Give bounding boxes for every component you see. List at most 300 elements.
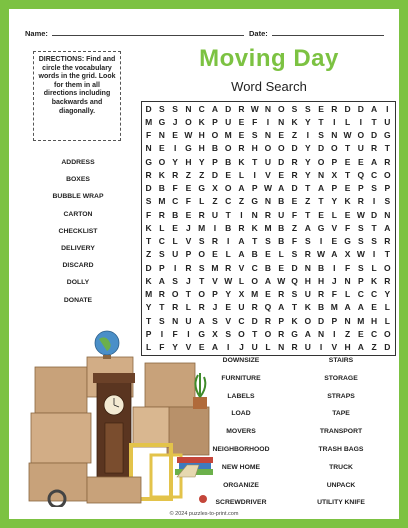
grid-letter[interactable]: S xyxy=(225,328,232,339)
grid-letter[interactable]: N xyxy=(344,275,351,286)
grid-letter[interactable]: O xyxy=(198,249,205,260)
grid-letter[interactable]: M xyxy=(145,116,153,127)
grid-letter[interactable]: B xyxy=(251,249,258,260)
grid-letter[interactable]: L xyxy=(331,209,337,220)
grid-letter[interactable]: N xyxy=(331,130,338,141)
grid-letter[interactable]: K xyxy=(304,302,311,313)
grid-letter[interactable]: P xyxy=(212,116,218,127)
grid-letter[interactable]: U xyxy=(357,143,364,154)
grid-letter[interactable]: P xyxy=(278,315,285,326)
grid-letter[interactable]: L xyxy=(265,342,271,353)
grid-letter[interactable]: G xyxy=(198,328,205,339)
grid-letter[interactable]: O xyxy=(384,262,391,273)
grid-letter[interactable]: S xyxy=(291,103,298,114)
grid-letter[interactable]: S xyxy=(251,130,258,141)
grid-letter[interactable]: X xyxy=(212,328,218,339)
grid-letter[interactable]: Z xyxy=(238,196,245,207)
grid-letter[interactable]: J xyxy=(186,222,191,233)
grid-letter[interactable]: U xyxy=(185,315,192,326)
grid-letter[interactable]: Y xyxy=(172,156,178,167)
grid-letter[interactable]: K xyxy=(238,156,245,167)
grid-letter[interactable]: I xyxy=(359,116,363,127)
grid-letter[interactable]: J xyxy=(212,302,218,313)
grid-letter[interactable]: L xyxy=(344,116,351,127)
grid-letter[interactable]: E xyxy=(318,103,324,114)
grid-letter[interactable]: Q xyxy=(291,275,298,286)
grid-letter[interactable]: D xyxy=(211,169,218,180)
grid-letter[interactable]: G xyxy=(317,222,325,233)
grid-letter[interactable]: N xyxy=(251,209,258,220)
grid-letter[interactable]: E xyxy=(225,302,232,313)
grid-letter[interactable]: V xyxy=(212,275,218,286)
grid-letter[interactable]: W xyxy=(263,183,272,194)
grid-letter[interactable]: I xyxy=(240,209,243,220)
grid-letter[interactable]: L xyxy=(199,196,205,207)
grid-letter[interactable]: I xyxy=(319,236,323,247)
grid-letter[interactable]: B xyxy=(158,183,165,194)
grid-letter[interactable]: A xyxy=(211,103,218,114)
grid-letter[interactable]: B xyxy=(278,236,285,247)
grid-letter[interactable]: D xyxy=(317,315,325,326)
grid-letter[interactable]: S xyxy=(159,315,165,326)
grid-letter[interactable]: T xyxy=(252,236,258,247)
grid-letter[interactable]: A xyxy=(198,315,205,326)
grid-letter[interactable]: T xyxy=(344,143,351,154)
grid-letter[interactable]: O xyxy=(224,143,232,154)
grid-letter[interactable]: W xyxy=(343,130,352,141)
grid-letter[interactable]: V xyxy=(185,342,192,353)
grid-letter[interactable]: Y xyxy=(331,196,338,207)
grid-letter[interactable]: K xyxy=(291,315,298,326)
grid-letter[interactable]: S xyxy=(172,275,178,286)
grid-letter[interactable]: I xyxy=(333,262,336,273)
grid-letter[interactable]: E xyxy=(278,262,285,273)
grid-letter[interactable]: R xyxy=(384,156,391,167)
grid-letter[interactable]: R xyxy=(384,236,391,247)
grid-letter[interactable]: I xyxy=(187,328,190,339)
grid-letter[interactable]: R xyxy=(238,222,245,233)
grid-letter[interactable]: N xyxy=(317,169,325,180)
grid-letter[interactable]: D xyxy=(291,262,298,273)
grid-letter[interactable]: I xyxy=(160,328,164,339)
grid-letter[interactable]: O xyxy=(251,275,259,286)
grid-letter[interactable]: S xyxy=(159,103,165,114)
grid-letter[interactable]: B xyxy=(278,222,285,233)
grid-letter[interactable]: O xyxy=(317,156,325,167)
grid-letter[interactable]: U xyxy=(225,116,232,127)
grid-letter[interactable]: R xyxy=(371,143,378,154)
grid-letter[interactable]: R xyxy=(225,262,232,273)
grid-letter[interactable]: N xyxy=(278,342,285,353)
grid-letter[interactable]: I xyxy=(173,262,177,273)
grid-letter[interactable]: R xyxy=(158,209,165,220)
grid-letter[interactable]: U xyxy=(211,209,218,220)
grid-letter[interactable]: S xyxy=(384,196,391,207)
grid-letter[interactable]: L xyxy=(146,342,152,353)
grid-letter[interactable]: T xyxy=(305,209,311,220)
grid-letter[interactable]: F xyxy=(146,209,152,220)
grid-letter[interactable]: K xyxy=(145,275,152,286)
grid-letter[interactable]: T xyxy=(318,116,324,127)
grid-letter[interactable]: S xyxy=(318,130,324,141)
grid-letter[interactable]: R xyxy=(291,169,298,180)
grid-letter[interactable]: D xyxy=(357,103,364,114)
grid-letter[interactable]: L xyxy=(238,275,245,286)
grid-letter[interactable]: T xyxy=(344,169,351,180)
grid-letter[interactable]: D xyxy=(225,103,232,114)
grid-letter[interactable]: A xyxy=(238,236,245,247)
grid-letter[interactable]: E xyxy=(238,116,245,127)
grid-letter[interactable]: K xyxy=(145,222,152,233)
grid-letter[interactable]: P xyxy=(384,183,391,194)
grid-letter[interactable]: A xyxy=(238,249,245,260)
grid-letter[interactable]: E xyxy=(225,169,232,180)
grid-letter[interactable]: R xyxy=(264,315,272,326)
grid-letter[interactable]: O xyxy=(198,289,205,300)
grid-letter[interactable]: E xyxy=(172,130,178,141)
grid-letter[interactable]: C xyxy=(172,196,179,207)
grid-letter[interactable]: G xyxy=(291,328,298,339)
grid-letter[interactable]: T xyxy=(291,302,298,313)
grid-letter[interactable]: V xyxy=(185,236,192,247)
grid-letter[interactable]: G xyxy=(145,156,152,167)
grid-letter[interactable]: F xyxy=(159,342,165,353)
grid-letter[interactable]: E xyxy=(318,209,324,220)
grid-letter[interactable]: M xyxy=(198,222,206,233)
grid-letter[interactable]: O xyxy=(277,143,285,154)
grid-letter[interactable]: U xyxy=(238,302,245,313)
grid-letter[interactable]: H xyxy=(198,130,205,141)
grid-letter[interactable]: S xyxy=(172,103,178,114)
grid-letter[interactable]: P xyxy=(212,156,218,167)
grid-letter[interactable]: F xyxy=(172,183,178,194)
grid-letter[interactable]: K xyxy=(198,116,205,127)
grid-letter[interactable]: T xyxy=(252,156,258,167)
grid-letter[interactable]: Z xyxy=(371,342,377,353)
grid-letter[interactable]: O xyxy=(264,328,272,339)
grid-letter[interactable]: K xyxy=(251,222,258,233)
grid-letter[interactable]: P xyxy=(331,315,338,326)
grid-letter[interactable]: Z xyxy=(344,328,351,339)
grid-letter[interactable]: T xyxy=(185,289,191,300)
grid-letter[interactable]: C xyxy=(198,103,205,114)
grid-letter[interactable]: S xyxy=(198,236,205,247)
grid-letter[interactable]: Y xyxy=(172,342,178,353)
grid-letter[interactable]: E xyxy=(291,196,298,207)
grid-letter[interactable]: Z xyxy=(291,222,298,233)
grid-letter[interactable]: R xyxy=(251,302,258,313)
grid-letter[interactable]: F xyxy=(291,236,298,247)
grid-letter[interactable]: T xyxy=(146,236,152,247)
grid-letter[interactable]: Y xyxy=(304,169,311,180)
grid-letter[interactable]: R xyxy=(172,302,179,313)
grid-letter[interactable]: Y xyxy=(384,289,391,300)
name-field[interactable] xyxy=(25,29,244,38)
grid-letter[interactable]: G xyxy=(344,236,351,247)
grid-letter[interactable]: K xyxy=(158,169,165,180)
grid-letter[interactable]: T xyxy=(371,116,377,127)
grid-letter[interactable]: A xyxy=(384,222,391,233)
grid-letter[interactable]: O xyxy=(211,130,219,141)
grid-letter[interactable]: N xyxy=(145,143,152,154)
grid-letter[interactable]: A xyxy=(211,342,218,353)
grid-letter[interactable]: A xyxy=(304,222,311,233)
grid-letter[interactable]: P xyxy=(159,262,165,273)
grid-letter[interactable]: O xyxy=(264,143,272,154)
grid-letter[interactable]: I xyxy=(306,130,309,141)
grid-letter[interactable]: E xyxy=(357,328,364,339)
grid-letter[interactable]: U xyxy=(264,156,272,167)
grid-letter[interactable]: B xyxy=(317,302,325,313)
grid-letter[interactable]: W xyxy=(356,209,365,220)
date-field[interactable] xyxy=(249,29,384,38)
grid-letter[interactable]: K xyxy=(344,196,351,207)
grid-letter[interactable]: L xyxy=(384,315,390,326)
grid-letter[interactable]: M xyxy=(145,289,153,300)
grid-letter[interactable]: N xyxy=(172,315,179,326)
grid-letter[interactable]: J xyxy=(186,275,191,286)
grid-letter[interactable]: E xyxy=(344,183,351,194)
grid-letter[interactable]: S xyxy=(304,103,311,114)
grid-letter[interactable]: L xyxy=(384,302,390,313)
grid-letter[interactable]: L xyxy=(278,249,284,260)
grid-letter[interactable]: D xyxy=(371,130,378,141)
grid-letter[interactable]: A xyxy=(357,342,364,353)
grid-letter[interactable]: C xyxy=(357,289,364,300)
grid-letter[interactable]: W xyxy=(277,275,286,286)
grid-letter[interactable]: E xyxy=(172,222,178,233)
grid-letter[interactable]: G xyxy=(384,130,391,141)
grid-letter[interactable]: R xyxy=(238,143,245,154)
grid-letter[interactable]: T xyxy=(146,315,152,326)
grid-letter[interactable]: D xyxy=(291,183,298,194)
grid-letter[interactable]: Y xyxy=(304,143,311,154)
grid-letter[interactable]: B xyxy=(211,143,218,154)
grid-letter[interactable]: I xyxy=(372,249,376,260)
grid-letter[interactable]: D xyxy=(278,156,285,167)
grid-letter[interactable]: U xyxy=(172,249,179,260)
grid-letter[interactable]: I xyxy=(173,143,177,154)
grid-letter[interactable]: L xyxy=(172,236,178,247)
grid-letter[interactable]: F xyxy=(331,289,337,300)
grid-letter[interactable]: A xyxy=(304,328,311,339)
grid-letter[interactable]: A xyxy=(238,183,245,194)
grid-letter[interactable]: N xyxy=(304,262,311,273)
grid-letter[interactable]: A xyxy=(158,275,165,286)
grid-letter[interactable]: R xyxy=(158,289,165,300)
grid-letter[interactable]: Y xyxy=(304,116,311,127)
grid-letter[interactable]: M xyxy=(158,196,166,207)
grid-letter[interactable]: E xyxy=(212,249,218,260)
grid-letter[interactable]: X xyxy=(238,289,245,300)
grid-letter[interactable]: O xyxy=(304,315,312,326)
grid-letter[interactable]: V xyxy=(331,342,338,353)
grid-letter[interactable]: I xyxy=(266,116,270,127)
grid-letter[interactable]: P xyxy=(331,183,338,194)
grid-letter[interactable]: E xyxy=(331,236,338,247)
grid-letter[interactable]: R xyxy=(331,103,338,114)
grid-letter[interactable]: S xyxy=(371,236,377,247)
grid-letter[interactable]: L xyxy=(371,262,377,273)
grid-letter[interactable]: M xyxy=(330,302,338,313)
grid-letter[interactable]: Z xyxy=(212,196,218,207)
grid-letter[interactable]: S xyxy=(357,222,364,233)
grid-letter[interactable]: W xyxy=(224,275,233,286)
grid-letter[interactable]: N xyxy=(264,196,272,207)
grid-letter[interactable]: U xyxy=(278,209,285,220)
grid-letter[interactable]: E xyxy=(159,143,165,154)
grid-letter[interactable]: D xyxy=(145,103,152,114)
grid-letter[interactable]: B xyxy=(225,222,232,233)
grid-letter[interactable]: D xyxy=(344,103,351,114)
grid-letter[interactable]: V xyxy=(265,169,271,180)
grid-letter[interactable]: I xyxy=(386,103,389,114)
grid-letter[interactable]: R xyxy=(357,196,364,207)
grid-letter[interactable]: N xyxy=(185,103,192,114)
grid-letter[interactable]: G xyxy=(198,183,205,194)
grid-letter[interactable]: V xyxy=(225,315,232,326)
grid-letter[interactable]: T xyxy=(371,222,377,233)
grid-letter[interactable]: F xyxy=(185,196,191,207)
grid-letter[interactable]: P xyxy=(357,183,364,194)
grid-letter[interactable]: Y xyxy=(225,289,232,300)
grid-letter[interactable]: A xyxy=(317,183,325,194)
grid-letter[interactable]: D xyxy=(371,209,378,220)
grid-letter[interactable]: N xyxy=(264,130,272,141)
grid-letter[interactable]: R xyxy=(238,103,245,114)
grid-letter[interactable]: H xyxy=(371,315,378,326)
grid-letter[interactable]: W xyxy=(356,249,365,260)
grid-letter[interactable]: S xyxy=(291,249,298,260)
grid-letter[interactable]: B xyxy=(172,209,179,220)
grid-letter[interactable]: Z xyxy=(185,169,191,180)
grid-letter[interactable]: L xyxy=(185,302,191,313)
grid-letter[interactable]: R xyxy=(317,289,325,300)
grid-letter[interactable]: F xyxy=(172,328,178,339)
grid-letter[interactable]: V xyxy=(238,262,245,273)
grid-letter[interactable]: Z xyxy=(146,249,152,260)
grid-letter[interactable]: O xyxy=(357,130,365,141)
grid-letter[interactable]: R xyxy=(211,236,218,247)
grid-letter[interactable]: F xyxy=(344,262,351,273)
grid-letter[interactable]: E xyxy=(265,289,271,300)
grid-letter[interactable]: V xyxy=(331,222,338,233)
grid-letter[interactable]: C xyxy=(225,196,232,207)
grid-letter[interactable]: M xyxy=(251,289,259,300)
grid-letter[interactable]: C xyxy=(158,236,165,247)
grid-letter[interactable]: R xyxy=(185,262,192,273)
grid-letter[interactable]: A xyxy=(278,302,285,313)
grid-letter[interactable]: D xyxy=(251,315,258,326)
grid-letter[interactable]: D xyxy=(145,183,152,194)
grid-letter[interactable]: X xyxy=(344,249,351,260)
grid-letter[interactable]: R xyxy=(291,156,298,167)
grid-letter[interactable]: X xyxy=(331,169,338,180)
grid-letter[interactable]: H xyxy=(251,143,258,154)
grid-letter[interactable]: E xyxy=(344,209,351,220)
grid-letter[interactable]: R xyxy=(278,328,285,339)
grid-letter[interactable]: Q xyxy=(264,302,272,313)
grid-letter[interactable]: S xyxy=(198,262,205,273)
grid-letter[interactable]: Y xyxy=(304,156,311,167)
grid-letter[interactable]: N xyxy=(158,130,165,141)
grid-letter[interactable]: J xyxy=(239,342,244,353)
grid-letter[interactable]: R xyxy=(198,209,205,220)
grid-letter[interactable]: B xyxy=(317,262,325,273)
grid-letter[interactable]: I xyxy=(227,342,230,353)
grid-letter[interactable]: S xyxy=(212,315,218,326)
grid-letter[interactable]: R xyxy=(278,289,285,300)
grid-letter[interactable]: O xyxy=(158,156,166,167)
grid-letter[interactable]: I xyxy=(253,169,256,180)
grid-letter[interactable]: F xyxy=(252,116,258,127)
grid-letter[interactable]: N xyxy=(317,328,325,339)
grid-letter[interactable]: J xyxy=(172,116,178,127)
grid-letter[interactable]: E xyxy=(278,169,285,180)
grid-letter[interactable]: U xyxy=(304,342,311,353)
grid-letter[interactable]: O xyxy=(185,116,192,127)
grid-letter[interactable]: T xyxy=(384,249,390,260)
grid-letter[interactable]: D xyxy=(291,143,298,154)
grid-letter[interactable]: I xyxy=(213,222,217,233)
grid-letter[interactable]: T xyxy=(305,183,311,194)
grid-letter[interactable]: U xyxy=(384,116,391,127)
grid-letter[interactable]: C xyxy=(371,289,378,300)
grid-letter[interactable]: U xyxy=(304,289,311,300)
grid-letter[interactable]: H xyxy=(198,143,205,154)
grid-letter[interactable]: Q xyxy=(357,169,365,180)
grid-letter[interactable]: I xyxy=(319,342,323,353)
grid-letter[interactable]: O xyxy=(238,328,245,339)
grid-letter[interactable]: A xyxy=(264,275,272,286)
grid-letter[interactable]: S xyxy=(371,183,377,194)
grid-letter[interactable]: R xyxy=(384,275,391,286)
grid-letter[interactable]: I xyxy=(372,196,376,207)
grid-letter[interactable]: B xyxy=(225,156,232,167)
grid-letter[interactable]: K xyxy=(291,116,298,127)
grid-letter[interactable]: D xyxy=(317,143,325,154)
grid-letter[interactable]: E xyxy=(238,130,245,141)
grid-letter[interactable]: B xyxy=(278,196,285,207)
grid-letter[interactable]: N xyxy=(344,315,351,326)
grid-letter[interactable]: E xyxy=(357,156,364,167)
grid-letter[interactable]: P xyxy=(331,156,338,167)
grid-letter[interactable]: D xyxy=(145,262,152,273)
grid-letter[interactable]: N xyxy=(278,116,285,127)
grid-letter[interactable]: S xyxy=(159,249,165,260)
grid-letter[interactable]: R xyxy=(172,169,179,180)
grid-letter[interactable]: S xyxy=(145,196,152,207)
grid-letter[interactable]: R xyxy=(198,302,205,313)
grid-letter[interactable]: A xyxy=(371,103,378,114)
grid-letter[interactable]: E xyxy=(344,156,351,167)
grid-letter[interactable]: G xyxy=(185,143,192,154)
grid-letter[interactable]: S xyxy=(265,236,271,247)
grid-letter[interactable]: A xyxy=(371,156,378,167)
grid-letter[interactable]: I xyxy=(227,236,230,247)
grid-letter[interactable]: T xyxy=(384,143,390,154)
grid-letter[interactable]: P xyxy=(212,289,218,300)
grid-letter[interactable]: R xyxy=(291,342,298,353)
grid-letter[interactable]: S xyxy=(304,236,311,247)
grid-letter[interactable]: O xyxy=(171,289,179,300)
grid-letter[interactable]: P xyxy=(251,183,258,194)
grid-letter[interactable]: Z xyxy=(291,130,298,141)
grid-letter[interactable]: E xyxy=(371,302,377,313)
grid-letter[interactable]: E xyxy=(278,130,285,141)
grid-letter[interactable]: Y xyxy=(145,302,152,313)
grid-letter[interactable]: W xyxy=(184,130,193,141)
